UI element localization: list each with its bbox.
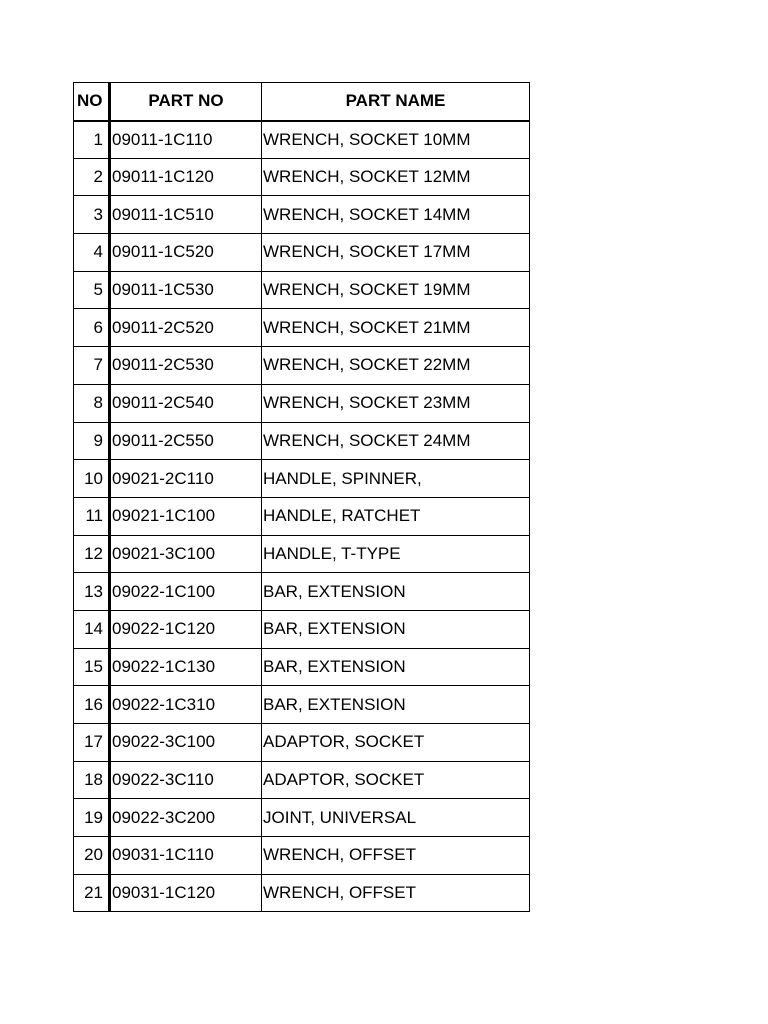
row-number: 19 [74, 799, 110, 837]
part-name: WRENCH, SOCKET 10MM [262, 121, 530, 159]
part-name: HANDLE, T-TYPE [262, 535, 530, 573]
part-number: 09022-1C130 [110, 648, 262, 686]
table-row [74, 271, 530, 309]
part-number: 09011-1C520 [110, 234, 262, 272]
part-name: WRENCH, SOCKET 24MM [262, 422, 530, 460]
table-header [74, 83, 530, 121]
table-row [74, 837, 530, 875]
table-row [74, 234, 530, 272]
part-name: WRENCH, SOCKET 19MM [262, 271, 530, 309]
table-row [74, 422, 530, 460]
part-name: WRENCH, SOCKET 14MM [262, 196, 530, 234]
table-row [74, 347, 530, 385]
parts-table [73, 82, 530, 912]
table-row [74, 724, 530, 762]
part-name: BAR, EXTENSION [262, 610, 530, 648]
table-row [74, 648, 530, 686]
table-row [74, 761, 530, 799]
part-name: WRENCH, SOCKET 22MM [262, 347, 530, 385]
table-row [74, 686, 530, 724]
part-number: 09022-3C100 [110, 724, 262, 762]
table-row [74, 460, 530, 498]
part-name: HANDLE, RATCHET [262, 497, 530, 535]
part-name: WRENCH, SOCKET 12MM [262, 158, 530, 196]
table-row [74, 309, 530, 347]
row-number: 11 [74, 497, 110, 535]
row-number: 4 [74, 234, 110, 272]
table-row [74, 384, 530, 422]
table-row [74, 799, 530, 837]
row-number: 12 [74, 535, 110, 573]
row-number: 5 [74, 271, 110, 309]
part-number: 09011-1C110 [110, 121, 262, 159]
part-name: WRENCH, OFFSET [262, 874, 530, 912]
part-number: 09022-3C110 [110, 761, 262, 799]
part-number: 09021-3C100 [110, 535, 262, 573]
row-number: 13 [74, 573, 110, 611]
part-number: 09022-1C120 [110, 610, 262, 648]
part-name: WRENCH, SOCKET 17MM [262, 234, 530, 272]
part-name: BAR, EXTENSION [262, 573, 530, 611]
part-number: 09022-3C200 [110, 799, 262, 837]
part-name: ADAPTOR, SOCKET [262, 761, 530, 799]
header-no: NO [74, 83, 110, 121]
part-name: WRENCH, SOCKET 23MM [262, 384, 530, 422]
part-name: HANDLE, SPINNER, [262, 460, 530, 498]
part-number: 09011-1C510 [110, 196, 262, 234]
part-name: WRENCH, OFFSET [262, 837, 530, 875]
table-row [74, 158, 530, 196]
part-number: 09011-1C530 [110, 271, 262, 309]
part-number: 09011-2C550 [110, 422, 262, 460]
row-number: 18 [74, 761, 110, 799]
table-row [74, 497, 530, 535]
table-row [74, 121, 530, 159]
part-number: 09022-1C310 [110, 686, 262, 724]
header-part-name: PART NAME [262, 83, 530, 121]
part-number: 09021-1C100 [110, 497, 262, 535]
table-body [74, 121, 530, 912]
row-number: 16 [74, 686, 110, 724]
row-number: 8 [74, 384, 110, 422]
part-name: ADAPTOR, SOCKET [262, 724, 530, 762]
part-name: WRENCH, SOCKET 21MM [262, 309, 530, 347]
part-name: BAR, EXTENSION [262, 648, 530, 686]
table-row [74, 874, 530, 912]
table-row [74, 535, 530, 573]
header-part-no: PART NO [110, 83, 262, 121]
row-number: 15 [74, 648, 110, 686]
part-number: 09011-1C120 [110, 158, 262, 196]
part-name: BAR, EXTENSION [262, 686, 530, 724]
row-number: 9 [74, 422, 110, 460]
part-number: 09021-2C110 [110, 460, 262, 498]
table-row [74, 573, 530, 611]
row-number: 21 [74, 874, 110, 912]
part-number: 09011-2C540 [110, 384, 262, 422]
row-number: 1 [74, 121, 110, 159]
part-name: JOINT, UNIVERSAL [262, 799, 530, 837]
part-number: 09011-2C520 [110, 309, 262, 347]
row-number: 3 [74, 196, 110, 234]
table-row [74, 196, 530, 234]
part-number: 09011-2C530 [110, 347, 262, 385]
row-number: 14 [74, 610, 110, 648]
part-number: 09031-1C120 [110, 874, 262, 912]
row-number: 20 [74, 837, 110, 875]
row-number: 17 [74, 724, 110, 762]
row-number: 7 [74, 347, 110, 385]
header-row [74, 83, 530, 121]
row-number: 2 [74, 158, 110, 196]
row-number: 6 [74, 309, 110, 347]
part-number: 09022-1C100 [110, 573, 262, 611]
row-number: 10 [74, 460, 110, 498]
table-row [74, 610, 530, 648]
part-number: 09031-1C110 [110, 837, 262, 875]
